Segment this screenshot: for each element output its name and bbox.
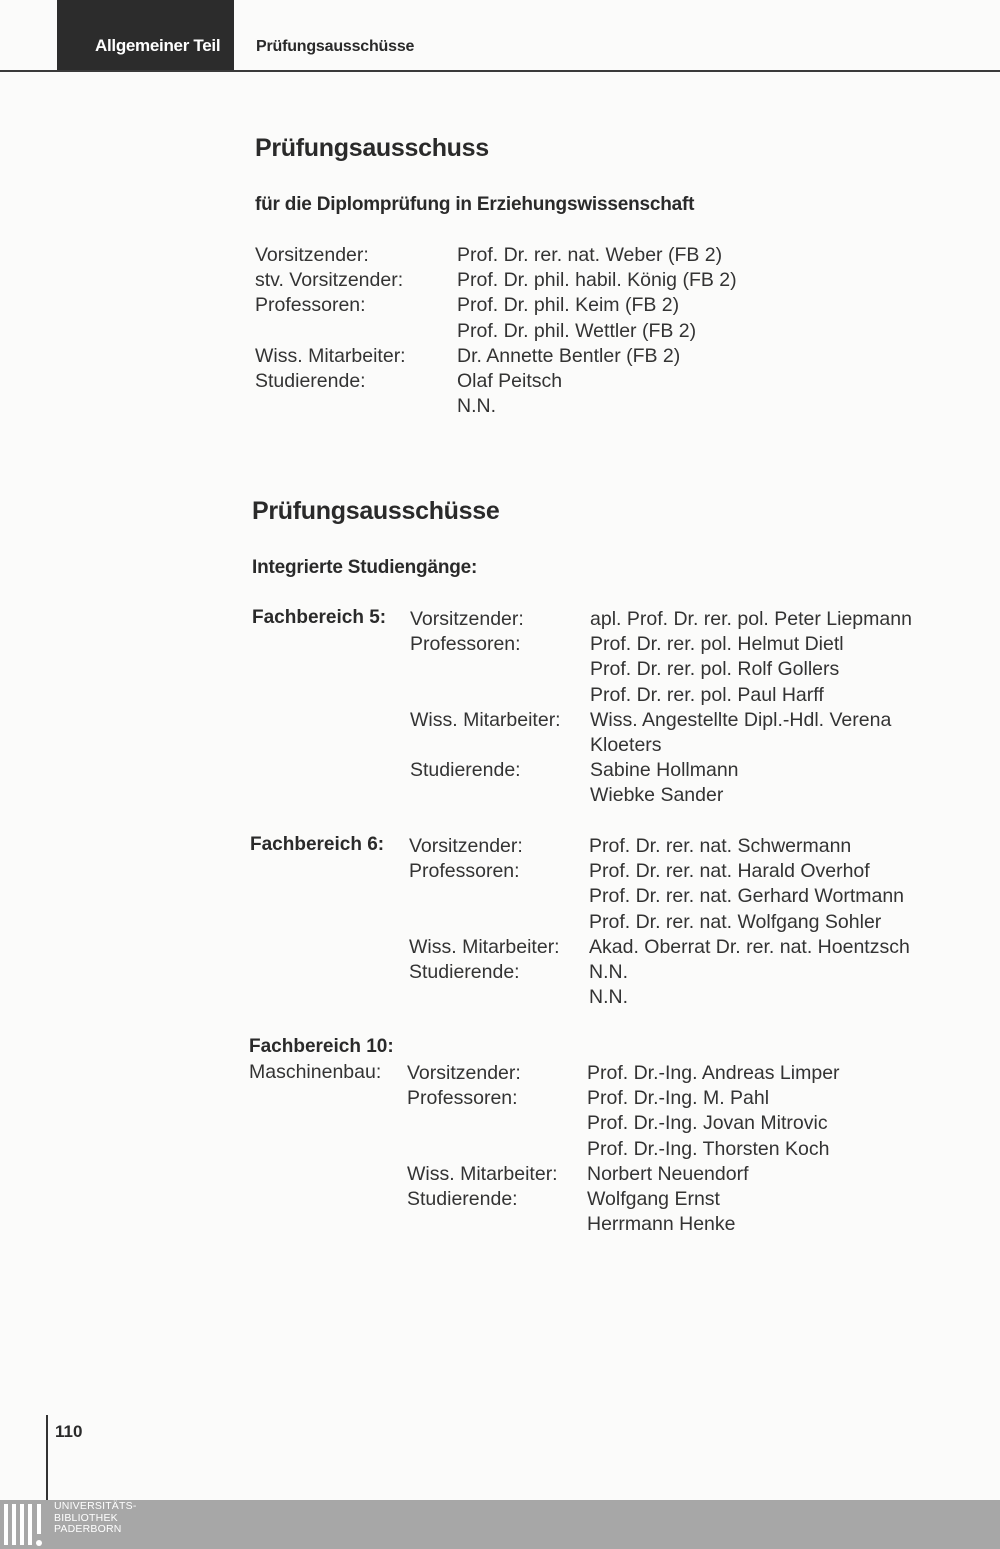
role-label [255,394,457,419]
role-label: Studierende: [407,1188,518,1211]
member-row [410,607,912,632]
role-label [409,884,589,909]
library-name [54,1501,137,1536]
role-label: Professoren: [255,294,366,317]
member-row [407,1061,840,1086]
role-label: Wiss. Mitarbeiter: [410,708,561,731]
member-row [255,293,737,318]
member-name: N.N. [589,986,628,1009]
library-name-line1: UNIVERSITÄTS- [54,1500,137,1512]
committee1-subtitle: für die Diplomprüfung in Erziehungswissenschaft [255,194,695,215]
member-row [255,344,737,369]
member-row [409,985,910,1010]
member-name: Wolfgang Ernst [587,1188,720,1211]
member-name: Norbert Neuendorf [587,1162,749,1185]
member-row [255,369,737,394]
member-row [255,268,737,293]
member-name: Prof. Dr.-Ing. Andreas Limper [587,1062,840,1084]
fb5-heading: Fachbereich 5: [252,607,387,628]
member-name: Prof. Dr. phil. Wettler (FB 2) [457,319,697,342]
member-row [255,394,737,419]
fb10-heading: Fachbereich 10: [249,1036,394,1057]
member-name: Wiss. Angestellte Dipl.-Hdl. Verena [590,708,892,731]
member-row [409,884,910,909]
member-row [409,910,910,935]
member-row [409,859,910,884]
role-label: Studierende: [255,370,366,393]
member-name: apl. Prof. Dr. rer. pol. Peter Liepmann [590,608,912,630]
member-row [410,758,912,783]
member-name: Prof. Dr. rer. nat. Wolfgang Sohler [589,910,882,933]
member-row [410,708,912,733]
role-label [410,733,590,758]
header-divider [0,70,1000,72]
member-name: Dr. Annette Bentler (FB 2) [457,344,681,367]
member-row [410,733,912,758]
member-row [407,1086,840,1111]
fb10-members [407,1061,840,1237]
role-label [410,683,590,708]
role-label: Wiss. Mitarbeiter: [407,1162,558,1185]
member-row [409,960,910,985]
member-name: N.N. [589,961,628,984]
role-label: Vorsitzender: [255,244,369,266]
role-label [410,657,590,682]
member-row [407,1212,840,1237]
header-part-tab [57,0,234,71]
member-row [410,683,912,708]
member-row [255,319,737,344]
fb5-members [410,607,912,809]
role-label: Professoren: [407,1087,518,1110]
member-name: Prof. Dr. phil. Keim (FB 2) [457,294,680,317]
role-label: Professoren: [409,860,520,883]
member-row [409,834,910,859]
member-name: N.N. [457,395,496,418]
member-name: Herrmann Henke [587,1213,736,1236]
role-label [407,1137,587,1162]
member-name: Prof. Dr. rer. pol. Helmut Dietl [590,633,844,656]
library-name-line2: BIBLIOTHEK [54,1511,118,1524]
library-footer [0,1500,1000,1549]
header-part-label: Allgemeiner Teil [95,36,221,55]
committee2-subtitle: Integrierte Studiengänge: [252,557,478,578]
member-name: Prof. Dr. phil. habil. König (FB 2) [457,269,737,292]
role-label: Studierende: [410,759,521,782]
page-number: 110 [55,1422,83,1441]
member-row [255,243,737,268]
role-label: Vorsitzender: [410,608,524,630]
member-name: Prof. Dr.-Ing. Jovan Mitrovic [587,1112,828,1135]
member-name: Prof. Dr. rer. nat. Gerhard Wortmann [589,885,905,908]
member-row [410,657,912,682]
member-name: Prof. Dr. rer. nat. Schwermann [589,835,852,857]
role-label: Wiss. Mitarbeiter: [255,344,406,367]
library-logo-icon [0,1500,50,1549]
member-row [407,1111,840,1136]
committee2-title: Prüfungsausschüsse [252,497,500,525]
role-label [255,319,457,344]
member-name: Wiebke Sander [590,784,724,807]
role-label: Vorsitzender: [407,1062,521,1084]
fb6-heading: Fachbereich 6: [250,834,385,855]
role-label: stv. Vorsitzender: [255,269,404,292]
member-row [407,1162,840,1187]
role-label [407,1212,587,1237]
role-label: Wiss. Mitarbeiter: [409,935,560,958]
committee1-members [255,243,737,419]
member-name: Olaf Peitsch [457,370,563,393]
library-name-line3: PADERBORN [54,1523,122,1535]
role-label [410,783,590,808]
role-label: Professoren: [410,633,521,656]
role-label [409,910,589,935]
page-number-rule [46,1415,48,1500]
member-row [407,1137,840,1162]
header-section-label: Prüfungsausschüsse [256,38,415,55]
member-name: Kloeters [590,734,662,757]
member-row [409,935,910,960]
member-name: Prof. Dr.-Ing. M. Pahl [587,1087,770,1110]
member-name: Sabine Hollmann [590,759,739,782]
role-label: Vorsitzender: [409,835,523,857]
fb6-members [409,834,910,1010]
member-name: Prof. Dr. rer. pol. Rolf Gollers [590,658,840,681]
member-name: Akad. Oberrat Dr. rer. nat. Hoentzsch [589,935,910,958]
fb10-subheading: Maschinenbau: [249,1061,382,1083]
member-name: Prof. Dr. rer. nat. Harald Overhof [589,860,870,883]
role-label [409,985,589,1010]
member-row [410,632,912,657]
role-label: Studierende: [409,961,520,984]
role-label [407,1111,587,1136]
committee1-title: Prüfungsausschuss [255,134,489,162]
member-name: Prof. Dr.-Ing. Thorsten Koch [587,1137,830,1160]
member-row [407,1187,840,1212]
member-name: Prof. Dr. rer. pol. Paul Harff [590,683,824,706]
member-row [410,783,912,808]
member-name: Prof. Dr. rer. nat. Weber (FB 2) [457,244,723,266]
